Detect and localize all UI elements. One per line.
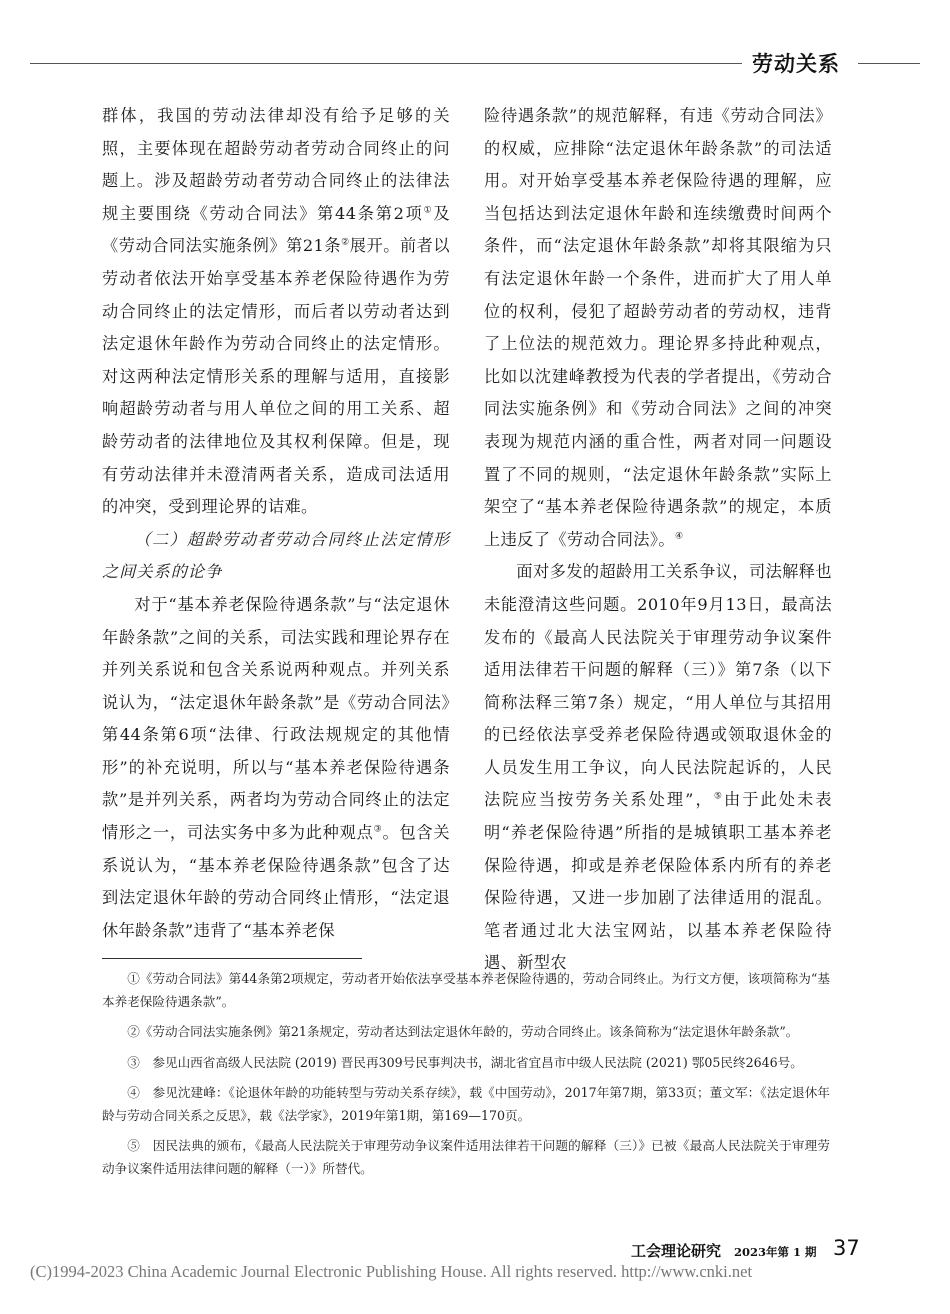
footnote-ref-5[interactable]: ⑤ [713, 792, 724, 803]
footnote-4: ④ 参见沈建峰：《论退休年龄的功能转型与劳动关系存续》，载《中国劳动》，2017年第7期，第33页；董文军：《法定退休年龄与劳动合同关系之反思》，载《法学家》，2019年第1期，第169—170页。 [102, 1085, 830, 1123]
footnote-ref-2[interactable]: ② [341, 237, 350, 248]
section-title: 劳动关系 [752, 52, 840, 76]
right-column [484, 100, 832, 980]
footnote-5: ⑤ 因民法典的颁布，《最高人民法院关于审理劳动争议案件适用法律若干问题的解释（三）》已被《最高人民法院关于审理劳动争议案件适用法律问题的解释（一）》所替代。 [102, 1138, 830, 1176]
issue-label: 2023年第 1 期 [734, 1245, 817, 1259]
text-run: 群体，我国的劳动法律却没有给予足够的关照，主要体现在超龄劳动者劳动合同终止的问题上。涉及超龄劳动者劳动合同终止的法律法规主要围绕《劳动合同法》第44条第2项 [102, 106, 450, 223]
footnote-ref-3[interactable]: ③ [373, 824, 383, 835]
text-run: 对于“基本养老保险待遇条款”与“法定退休年龄条款”之间的关系，司法实践和理论界存在并列关系说和包含关系说两种观点。并列关系说认为，“法定退休年龄条款”是《劳动合同法》第44条第6项“法律、行政法规规定的其他情形”的补充说明，所以与“基本养老保险待遇条款”是并列关系，两者均为劳动合同终止的法定情形之一，司法实务中多为此种观点 [102, 594, 450, 843]
left-column [102, 100, 450, 947]
left-paragraph-1 [102, 100, 450, 524]
header-rule-right [858, 63, 920, 64]
left-paragraph-2 [102, 589, 450, 948]
journal-name: 工会理论研究 [631, 1242, 722, 1260]
footnote-1: ①《劳动合同法》第44条第2项规定，劳动者开始依法享受基本养老保险待遇的，劳动合同终止。为行文方便，该项简称为“基本养老保险待遇条款”。 [102, 971, 830, 1009]
text-run: 面对多发的超龄用工关系争议，司法解释也未能澄清这些问题。2010年9月13日，最高法发布的《最高人民法院关于审理劳动争议案件适用法律若干问题的解释（三）》第7条（以下简称法释三第7条）规定，“用人单位与其招用的已经依法享受养老保险待遇或领取退休金的人员发生用工争议，向人民法院起诉的，人民法院应当按劳务关系处理”， [484, 562, 832, 810]
text-run: 由于此处未表明“养老保险待遇”所指的是城镇职工基本养老保险待遇，抑或是养老保险体系内所有的养老保险待遇，又进一步加剧了法律适用的混乱。笔者通过北大法宝网站，以基本养老保险待遇、新型农 [484, 790, 832, 973]
footnote-ref-4[interactable]: ④ [674, 531, 684, 542]
page-number: 37 [833, 1236, 860, 1260]
text-run: 展开。前者以劳动者依法开始享受基本养老保险待遇作为劳动合同终止的法定情形，而后者以劳动者达到法定退休年龄作为劳动合同终止的法定情形。对这两种法定情形关系的理解与适用，直接影响超龄劳动者与用人单位之间的用工关系、超龄劳动者的法律地位及其权利保障。但是，现有劳动法律并未澄清两者关系，造成司法适用的冲突，受到理论界的诘难。 [102, 236, 450, 517]
footnotes [102, 968, 830, 1188]
copyright-watermark: (C)1994-2023 China Academic Journal Electronic Publishing House. All rights reserved. http://www.cnki.net [30, 1262, 753, 1281]
subsection-heading: （二）超龄劳动者劳动合同终止法定情形之间关系的论争 [102, 529, 450, 582]
text-run: 险待遇条款”的规范解释，有违《劳动合同法》的权威，应排除“法定退休年龄条款”的司法适用。对开始享受基本养老保险待遇的理解，应当包括达到法定退休年龄和连续缴费时间两个条件，而“法定退休年龄条款”却将其限缩为只有法定退休年龄一个条件，进而扩大了用人单位的权利，侵犯了超龄劳动者的劳动权，违背了上位法的规范效力。理论界多持此种观点，比如以沈建峰教授为代表的学者提出，《劳动合同法实施条例》和《劳动合同法》之间的冲突表现为规范内涵的重合性，两者对同一问题设置了不同的规则，“法定退休年龄条款”实际上架空了“基本养老保险待遇条款”的规定，本质上违反了《劳动合同法》。 [484, 106, 832, 549]
right-paragraph-1 [484, 100, 832, 556]
text-run: 。包含关系说认为，“基本养老保险待遇条款”包含了达到法定退休年龄的劳动合同终止情形，“法定退休年龄条款”违背了“基本养老保 [102, 823, 450, 940]
footnote-ref-1[interactable]: ① [423, 205, 434, 216]
header-rule-left [30, 63, 742, 64]
footnote-3: ③ 参见山西省高级人民法院 (2019) 晋民再309号民事判决书，湖北省宜昌市中级人民法院 (2021) 鄂05民终2646号。 [127, 1054, 803, 1070]
footnote-2: ②《劳动合同法实施条例》第21条规定，劳动者达到法定退休年龄的，劳动合同终止。该条简称为“法定退休年龄条款”。 [127, 1024, 799, 1039]
footnote-divider [102, 958, 362, 959]
text-run: 及《劳动合同法实施条例》第21条 [102, 203, 451, 256]
right-paragraph-2 [484, 556, 832, 980]
